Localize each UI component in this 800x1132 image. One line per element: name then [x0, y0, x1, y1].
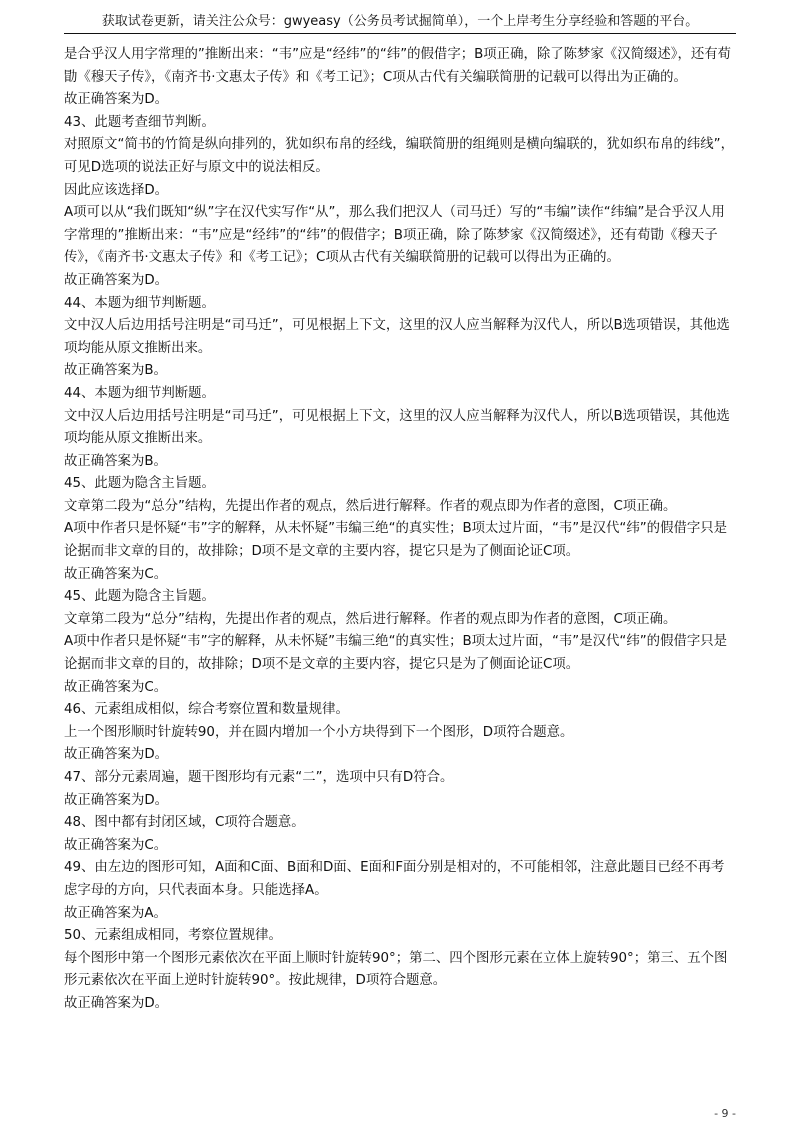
page-header: 获取试卷更新，请关注公众号：gwyeasy（公务员考试掘简单），一个上岸考生分享经验和答题的平台。	[64, 10, 736, 34]
paragraph: 49、由左边的图形可知，A面和C面、B面和D面、E面和F面分别是相对的，不可能相邻，注意此题目已经不再考虑字母的方向，只代表面本身。只能选择A。	[64, 860, 725, 898]
paragraph: 44、本题为细节判断题。	[64, 295, 215, 311]
paragraph: 故正确答案为D。	[64, 792, 169, 808]
paragraph: 45、此题为隐含主旨题。	[64, 589, 215, 605]
paragraph: 故正确答案为D。	[64, 747, 169, 763]
paragraph: 44、本题为细节判断题。	[64, 385, 215, 401]
paragraph: 45、此题为隐含主旨题。	[64, 476, 215, 492]
paragraph: 故正确答案为D。	[64, 92, 169, 108]
paragraph: 50、元素组成相同，考察位置规律。	[64, 928, 282, 944]
paragraph: A项可以从“我们既知“纵”字在汉代实写作“从”，那么我们把汉人（司马迁）写的“韦编”读作“纬编”是合乎汉人用字常理的”推断出来：“韦”应是“经纬”的“纬”的假借字；B项正确，除了陈梦家《汉简缀述》，还有荀勖《穆天子传》，《南齐书·文惠太子传》和《考工记》；C项从古代有关编联简册的记载可以得出为正确的。	[64, 205, 725, 266]
paragraph: 是合乎汉人用字常理的”推断出来：“韦”应是“经纬”的“纬”的假借字；B项正确，除了陈梦家《汉简缀述》，还有荀勖《穆天子传》，《南齐书·文惠太子传》和《考工记》；C项从古代有关编联简册的记载可以得出为正确的。	[64, 47, 732, 85]
paragraph: 故正确答案为C。	[64, 837, 168, 853]
paragraph: 上一个图形顺时针旋转90，并在圆内增加一个小方块得到下一个图形，D项符合题意。	[64, 724, 574, 740]
paragraph: 43、此题考查细节判断。	[64, 114, 215, 130]
paragraph: 每个图形中第一个图形元素依次在平面上顺时针旋转90°；第二、四个图形元素在立体上旋转90°；第三、五个图形元素依次在平面上逆时针旋转90°。按此规律，D项符合题意。	[64, 950, 728, 989]
paragraph: 文章第二段为“总分”结构，先提出作者的观点，然后进行解释。作者的观点即为作者的意图，C项正确。	[64, 611, 677, 627]
paragraph: A项中作者只是怀疑“韦”字的解释，从未怀疑”韦编三绝“的真实性；B项太过片面，“韦”是汉代“纬”的假借字只是论据而非文章的目的，故排除；D项不是文章的主要内容，提它只是为了侧面论证C项。	[64, 521, 728, 560]
paragraph: 48、图中都有封闭区域，C项符合题意。	[64, 815, 305, 831]
paragraph: 文章第二段为“总分”结构，先提出作者的观点，然后进行解释。作者的观点即为作者的意图，C项正确。	[64, 498, 677, 514]
paragraph: 故正确答案为C。	[64, 566, 168, 582]
paragraph: 故正确答案为B。	[64, 363, 167, 379]
paragraph: 故正确答案为B。	[64, 453, 167, 469]
paragraph: 因此应该选择D。	[64, 182, 169, 198]
page-number: - 9 -	[714, 1107, 736, 1120]
paragraph: 对照原文“简书的竹简是纵向排列的，犹如织布帛的经线，编联简册的组绳则是横向编联的，犹如织布帛的纬线”，可见D选项的说法正好与原文中的说法相反。	[64, 137, 735, 175]
paragraph: 文中汉人后边用括号注明是“司马迁”，可见根据上下文，这里的汉人应当解释为汉代人，所以B选项错误，其他选项均能从原文推断出来。	[64, 318, 730, 356]
paragraph: 故正确答案为C。	[64, 679, 168, 695]
paragraph: 故正确答案为D。	[64, 272, 169, 288]
paragraph: 故正确答案为D。	[64, 995, 169, 1011]
paragraph: 文中汉人后边用括号注明是“司马迁”，可见根据上下文，这里的汉人应当解释为汉代人，所以B选项错误，其他选项均能从原文推断出来。	[64, 408, 730, 447]
paragraph: A项中作者只是怀疑“韦”字的解释，从未怀疑”韦编三绝“的真实性；B项太过片面，“韦”是汉代“纬”的假借字只是论据而非文章的目的，故排除；D项不是文章的主要内容，提它只是为了侧面论证C项。	[64, 634, 728, 673]
paragraph: 故正确答案为A。	[64, 905, 167, 921]
answer-explanations	[64, 44, 736, 1016]
paragraph: 46、元素组成相似，综合考察位置和数量规律。	[64, 702, 349, 718]
paragraph: 47、部分元素周遍，题干图形均有元素“二”，选项中只有D符合。	[64, 770, 454, 785]
